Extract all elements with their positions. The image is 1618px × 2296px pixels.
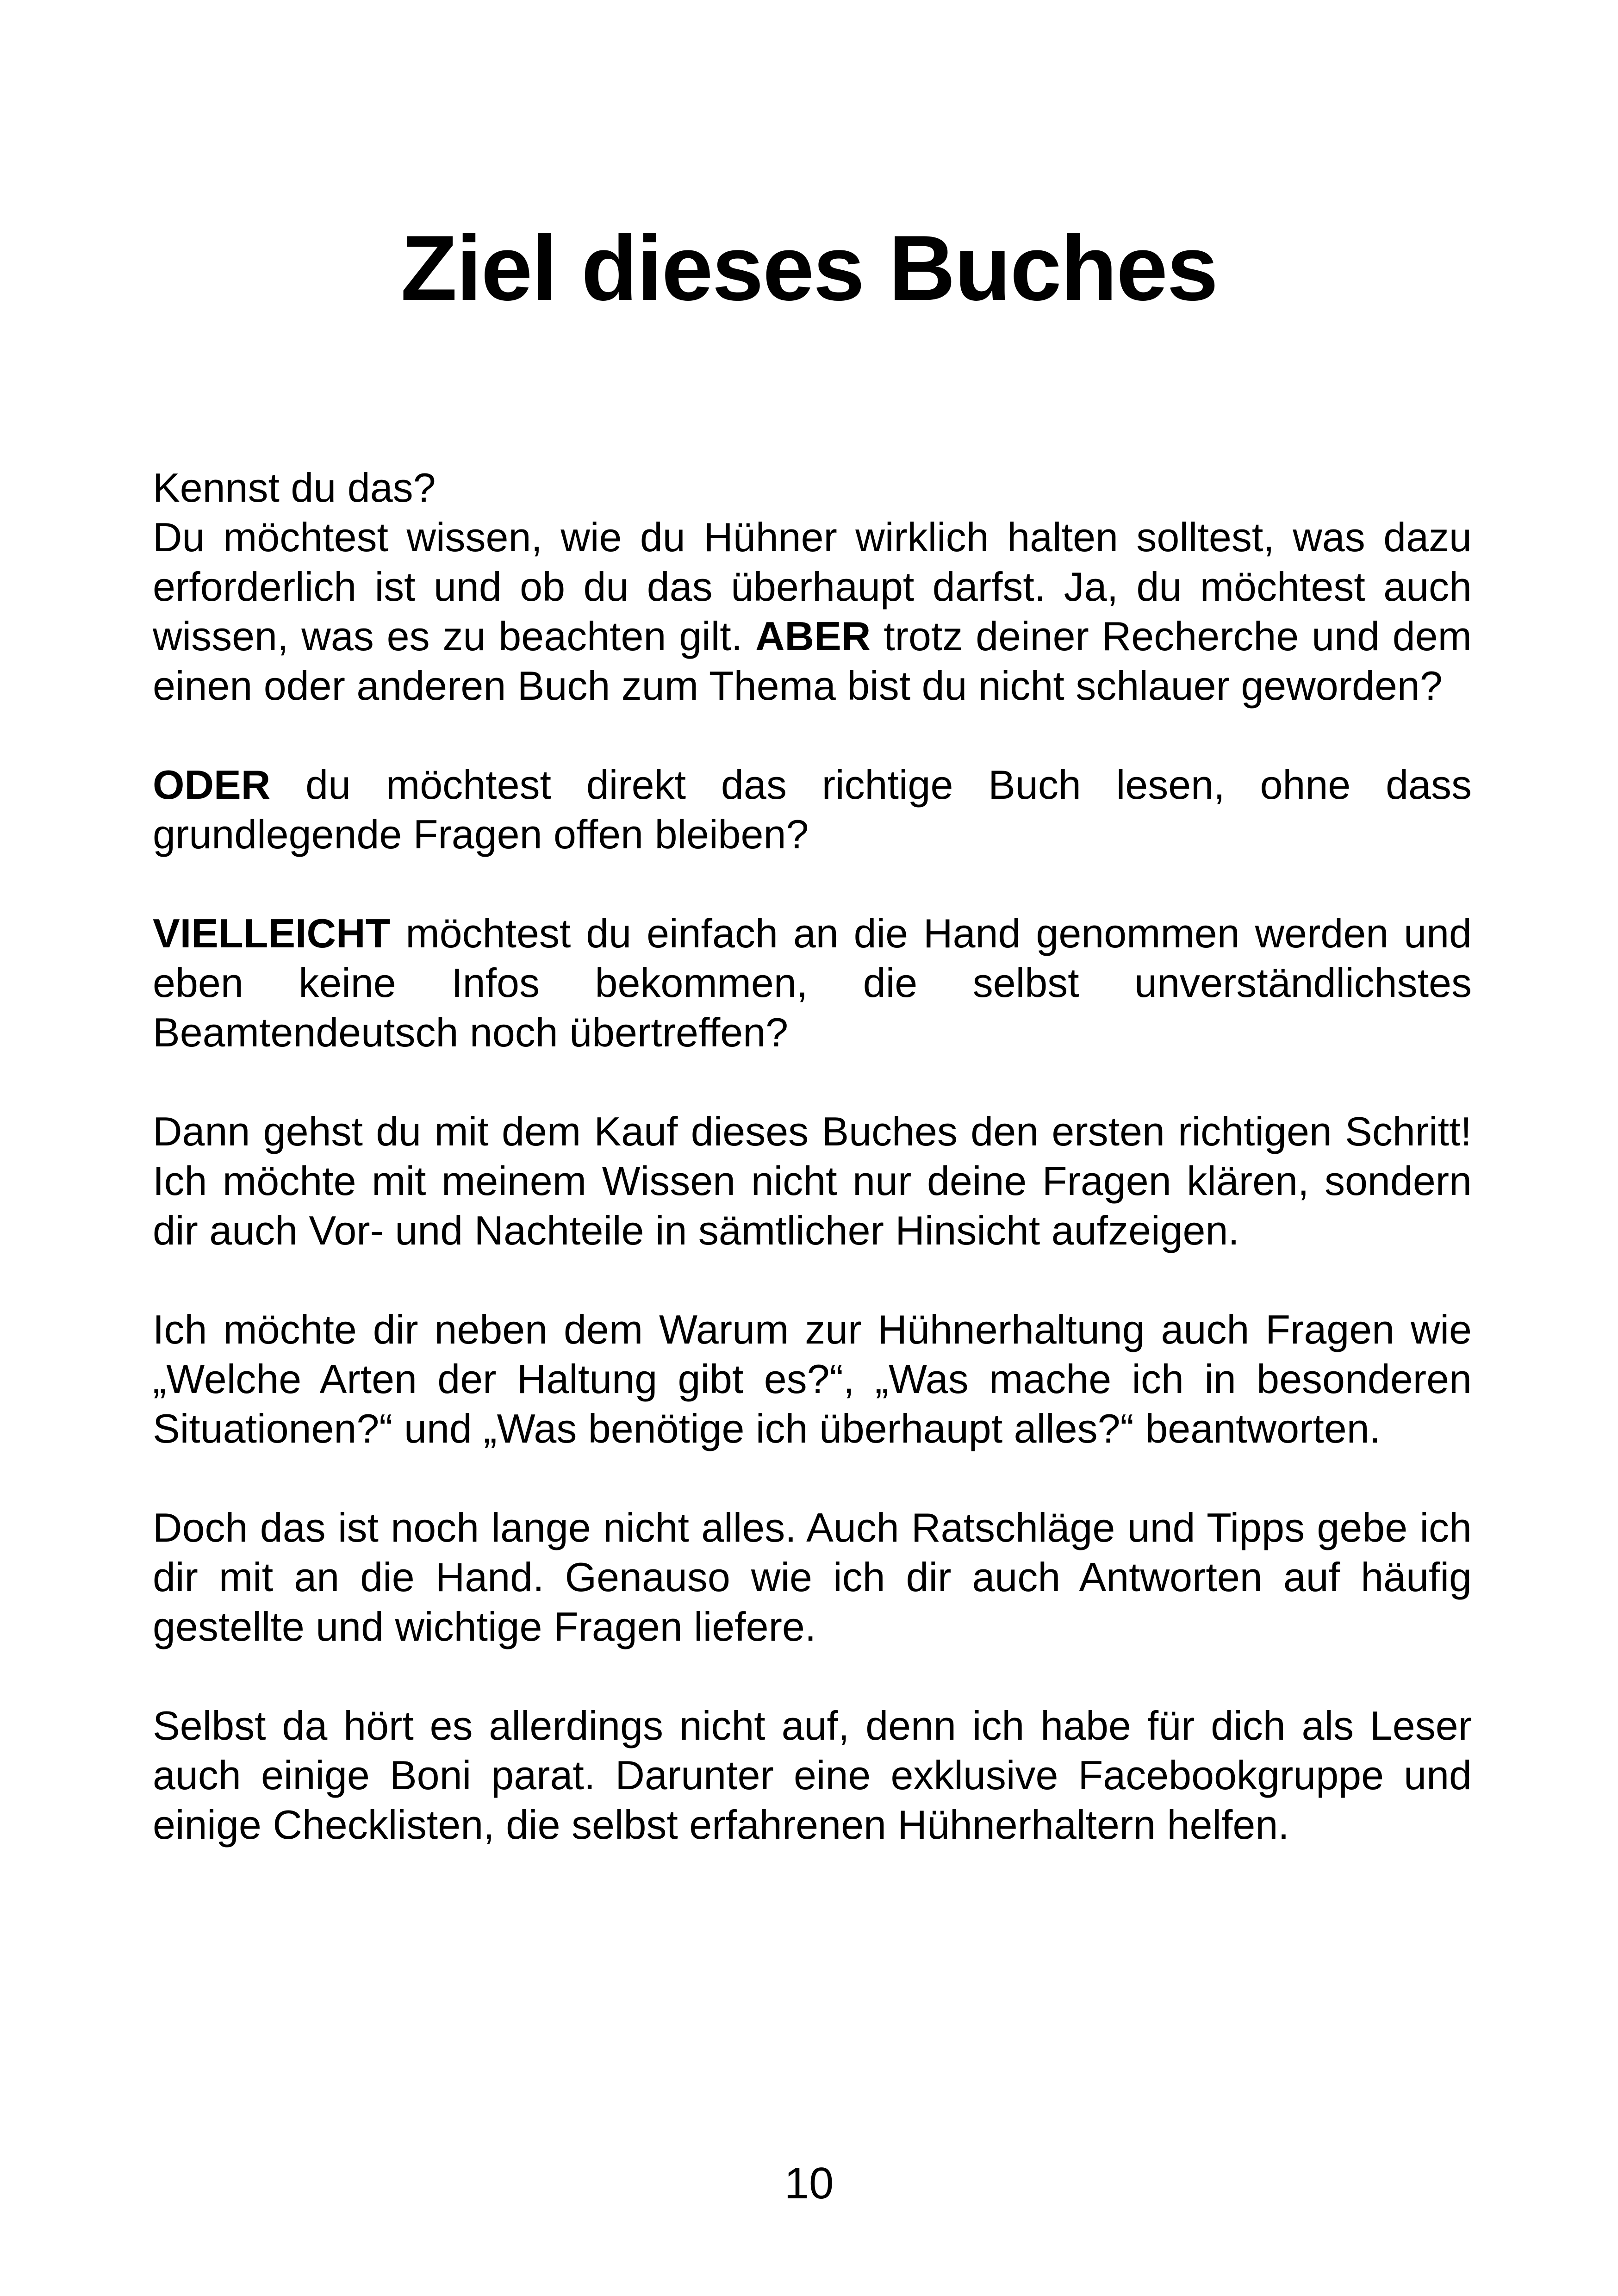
- paragraph-text: Ich möchte dir neben dem Warum zur Hühnerhaltung auch Fragen wie „Welche Arten der Haltung gibt es?“, „Was mache ich in besonderen Situationen?“ und „Was benötige ich überhaupt alles?“ beantworten.: [153, 1307, 1472, 1451]
- emphasis-vielleicht: VIELLEICHT: [153, 910, 391, 956]
- paragraph-kauf: [153, 1107, 1472, 1255]
- body-text: [153, 463, 1472, 1849]
- emphasis-oder: ODER: [153, 762, 271, 808]
- paragraph-text: Selbst da hört es allerdings nicht auf, denn ich habe für dich als Leser auch einige Boni parat. Darunter eine exklusive Facebookgruppe und einige Checklisten, die selbst erfahrenen Hühnerhaltern helfen.: [153, 1703, 1472, 1848]
- paragraph-fragen: [153, 1305, 1472, 1453]
- paragraph-vielleicht: [153, 908, 1472, 1057]
- emphasis-aber: ABER: [755, 613, 871, 659]
- intro-question: Kennst du das?: [153, 465, 436, 510]
- paragraph-text: Doch das ist noch lange nicht alles. Auch Ratschläge und Tipps gebe ich dir mit an die Hand. Genauso wie ich dir auch Antworten auf häufig gestellte und wichtige Fragen liefere.: [153, 1505, 1472, 1649]
- paragraph-text: du möchtest direkt das richtige Buch lesen, ohne dass grundlegende Fragen offen bleiben?: [153, 762, 1472, 857]
- paragraph-oder: [153, 760, 1472, 859]
- paragraph-tipps: [153, 1503, 1472, 1651]
- paragraph-boni: [153, 1701, 1472, 1849]
- paragraph-text: Dann gehst du mit dem Kauf dieses Buches den ersten richtigen Schritt! Ich möchte mit meinem Wissen nicht nur deine Fragen klären, sondern dir auch Vor- und Nachteile in sämtlicher Hinsicht aufzeigen.: [153, 1108, 1472, 1253]
- page-title: Ziel dieses Buches: [400, 217, 1218, 320]
- paragraph-intro: [153, 463, 1472, 710]
- page-number: 10: [784, 2159, 834, 2208]
- paragraph-text: Du möchtest wissen, wie du Hühner wirklich halten solltest, was dazu erforderlich ist und ob du das überhaupt darfst. Ja, du möchtest auch wissen, was es zu beachten gilt.: [153, 514, 1472, 659]
- paragraph-text: trotz deiner Recherche und dem einen oder anderen Buch zum Thema bist du nicht schlauer geworden?: [153, 613, 1472, 709]
- paragraph-text: möchtest du einfach an die Hand genommen werden und eben keine Infos bekommen, die selbst unverständlichstes Beamtendeutsch noch übertreffen?: [153, 910, 1472, 1055]
